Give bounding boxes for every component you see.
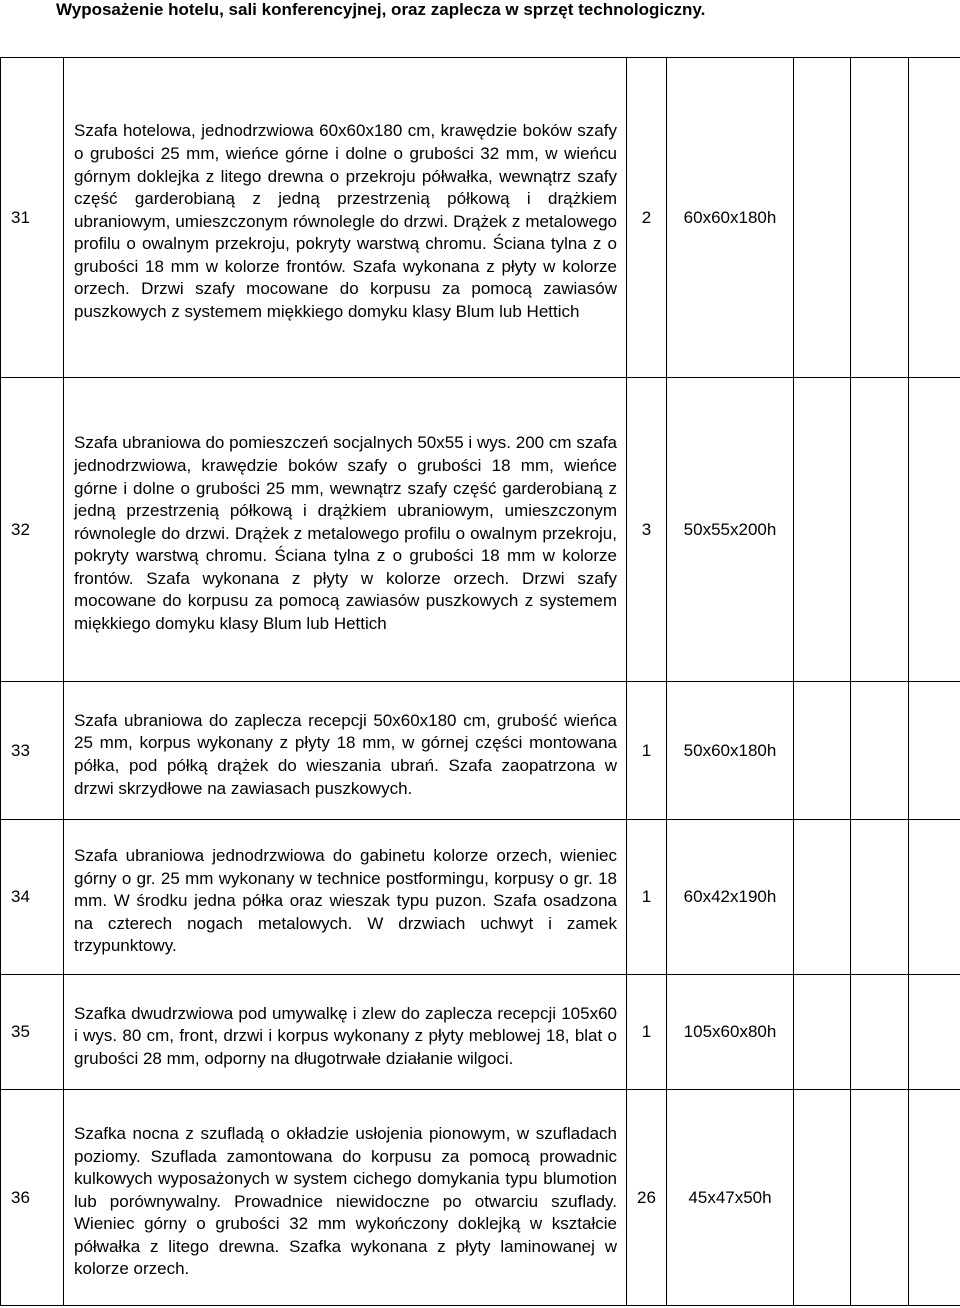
empty-cell <box>909 1090 960 1306</box>
empty-cell <box>794 1090 851 1306</box>
empty-cell <box>851 682 909 820</box>
table-row <box>1 975 960 1090</box>
empty-cell <box>851 820 909 975</box>
item-dimensions: 60x60x180h <box>667 58 794 378</box>
table-row <box>1 1090 960 1306</box>
row-number: 35 <box>1 975 64 1090</box>
empty-cell <box>909 820 960 975</box>
empty-cell <box>851 975 909 1090</box>
item-description: Szafka dwudrzwiowa pod umywalkę i zlew do zaplecza recepcji 105x60 i wys. 80 cm, front, drzwi i korpus wykonany z płyty meblowej 18, blat o grubości 28 mm, odporny na długotrwałe działanie wilgoci. <box>64 975 627 1090</box>
item-dimensions: 50x60x180h <box>667 682 794 820</box>
row-number: 32 <box>1 378 64 682</box>
empty-cell <box>851 1090 909 1306</box>
empty-cell <box>794 378 851 682</box>
table-row <box>1 58 960 378</box>
item-quantity: 1 <box>627 975 667 1090</box>
empty-cell <box>794 975 851 1090</box>
page-title: Wyposażenie hotelu, sali konferencyjnej, oraz zaplecza w sprzęt technologiczny. <box>56 0 706 19</box>
empty-cell <box>909 682 960 820</box>
empty-cell <box>909 58 960 378</box>
item-description: Szafa ubraniowa jednodrzwiowa do gabinetu kolorze orzech, wieniec górny o gr. 25 mm wykonany w technice postformingu, korpusy o gr. 18 mm. W środku jedna półka oraz wieszak typu puzon. Szafa osadzona na czterech nogach metalowych. W drzwiach uchwyt i zamek trzypunktowy. <box>64 820 627 975</box>
empty-cell <box>794 58 851 378</box>
item-quantity: 1 <box>627 682 667 820</box>
item-dimensions: 105x60x80h <box>667 975 794 1090</box>
empty-cell <box>909 378 960 682</box>
empty-cell <box>909 975 960 1090</box>
table-row <box>1 378 960 682</box>
row-number: 33 <box>1 682 64 820</box>
item-quantity: 1 <box>627 820 667 975</box>
item-quantity: 3 <box>627 378 667 682</box>
empty-cell <box>794 682 851 820</box>
specification-table <box>0 57 960 1306</box>
empty-cell <box>851 378 909 682</box>
table-row <box>1 682 960 820</box>
item-dimensions: 60x42x190h <box>667 820 794 975</box>
item-description: Szafa ubraniowa do pomieszczeń socjalnych 50x55 i wys. 200 cm szafa jednodrzwiowa, krawędzie boków szafy o grubości 18 mm, wieńce górne i dolne o grubości 25 mm, wewnątrz szafy część garderobianą z jedną przestrzenią półkową i drążkiem ubraniowym, umieszczonym równolegle do drzwi. Drążek z metalowego profilu o owalnym przekroju, pokryty warstwą chromu. Ściana tylna z o grubości 18 mm w kolorze frontów. Szafa wykonana z płyty w kolorze orzech. Drzwi szafy mocowane do korpusu za pomocą zawiasów puszkowych z systemem miękkiego domyku klasy Blum lub Hettich <box>64 378 627 682</box>
table-row <box>1 820 960 975</box>
item-dimensions: 45x47x50h <box>667 1090 794 1306</box>
item-description: Szafa ubraniowa do zaplecza recepcji 50x60x180 cm, grubość wieńca 25 mm, korpus wykonany z płyty 18 mm, w górnej części montowana półka, pod półką drążek do wieszania ubrań. Szafa zaopatrzona w drzwi skrzydłowe na zawiasach puszkowych. <box>64 682 627 820</box>
row-number: 36 <box>1 1090 64 1306</box>
item-dimensions: 50x55x200h <box>667 378 794 682</box>
item-description: Szafa hotelowa, jednodrzwiowa 60x60x180 cm, krawędzie boków szafy o grubości 25 mm, wieńce górne i dolne o grubości 32 mm, w wieńcu górnym doklejka z litego drewna o przekroju półwałka, wewnątrz szafy część garderobianą z jedną przestrzenią półkową i drążkiem ubraniowym, umieszczonym równolegle do drzwi. Drążek z metalowego profilu o owalnym przekroju, pokryty warstwą chromu. Ściana tylna z o grubości 18 mm w kolorze frontów. Szafa wykonana z płyty w kolorze orzech. Drzwi szafy mocowane do korpusu za pomocą zawiasów puszkowych z systemem miękkiego domyku klasy Blum lub Hettich <box>64 58 627 378</box>
row-number: 34 <box>1 820 64 975</box>
item-quantity: 26 <box>627 1090 667 1306</box>
item-description: Szafka nocna z szufladą o okładzie usłojenia pionowym, w szufladach poziomy. Szuflada zamontowana do korpusu za pomocą prowadnic kulkowych wyposażonych w system cichego domykania typu blumotion lub porównywalny. Prowadnice niewidoczne po otwarciu szuflady. Wieniec górny o grubości 32 mm wykończony doklejką w kształcie półwałka z litego drewna. Szafka wykonana z płyty laminowanej w kolorze orzech. <box>64 1090 627 1306</box>
empty-cell <box>794 820 851 975</box>
empty-cell <box>851 58 909 378</box>
row-number: 31 <box>1 58 64 378</box>
item-quantity: 2 <box>627 58 667 378</box>
